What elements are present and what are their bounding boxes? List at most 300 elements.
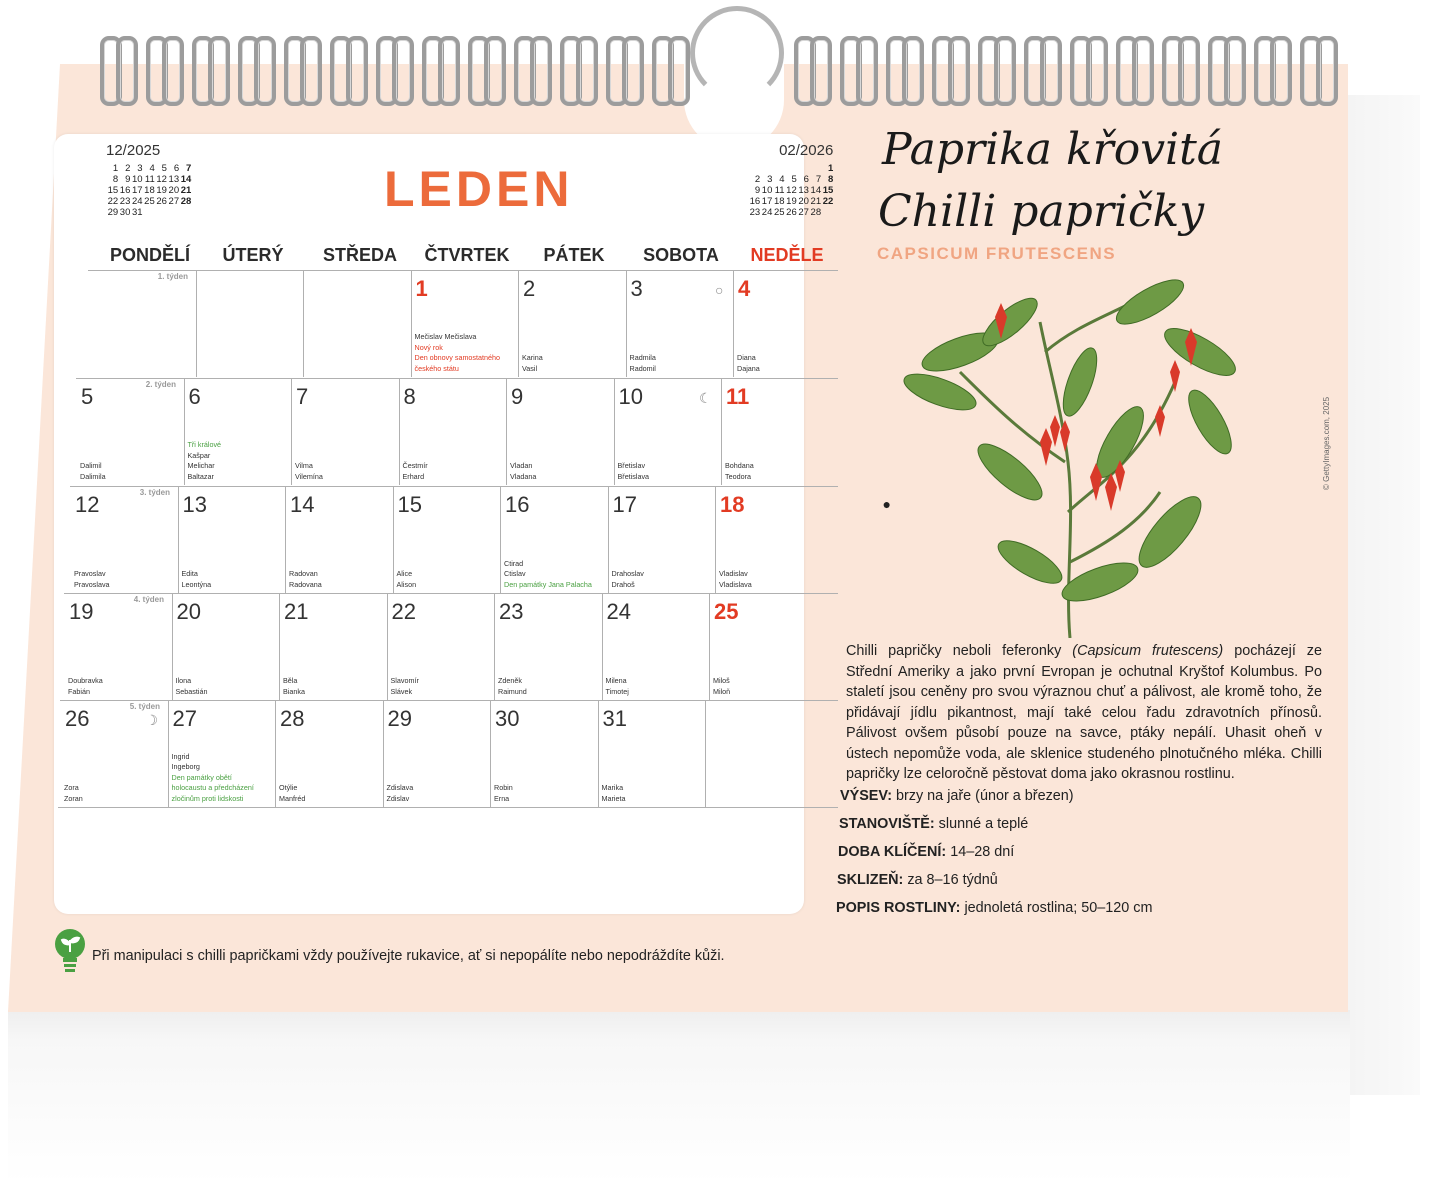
weekday-header: ČTVRTEK — [424, 245, 510, 265]
weekday-header: SOBOTA — [643, 245, 719, 265]
binding-ring — [668, 36, 690, 106]
name-day: Břetislava — [617, 471, 650, 481]
day-cell — [393, 486, 499, 592]
binding-ring — [208, 36, 230, 106]
fact-row — [838, 838, 1152, 866]
name-day: Pravoslava — [74, 579, 110, 589]
chilli-plant-illustration — [900, 262, 1260, 638]
name-day: Bianka — [283, 686, 305, 696]
name-day: holocaustu a předcházení — [171, 783, 254, 792]
binding-ring — [994, 36, 1016, 106]
name-day-list — [391, 676, 419, 697]
mini-day: 3 — [767, 174, 773, 185]
day-number: 10 — [618, 384, 643, 409]
moon-phase-icon: ☽ — [145, 712, 158, 728]
mini-day: 18 — [144, 185, 155, 196]
name-day: Ctirad — [504, 558, 524, 568]
day-cell — [291, 378, 397, 484]
mini-week-row — [748, 207, 833, 218]
mini-week-row — [748, 163, 833, 174]
day-number: 26 — [65, 706, 90, 731]
day-cell — [275, 700, 381, 806]
name-day: Slavomír — [390, 676, 419, 685]
name-day: Ingeborg — [171, 762, 200, 771]
day-cell — [715, 486, 891, 592]
mini-day: 3 — [137, 163, 143, 174]
mini-day — [179, 207, 191, 218]
month-title: LEDEN — [384, 161, 574, 217]
mini-day: 15 — [107, 185, 119, 196]
mini-day: 14 — [810, 185, 822, 196]
mini-day: 22 — [107, 196, 119, 207]
grid-line — [58, 807, 838, 808]
week-label: 1. týden — [157, 272, 188, 281]
fact-row — [837, 866, 1152, 894]
day-cell — [500, 486, 606, 592]
name-day: Drahoslav — [611, 569, 644, 578]
name-day: Ctislav — [504, 569, 526, 578]
plant-facts — [836, 782, 1152, 922]
name-day: zločinům proti lidskosti — [171, 793, 244, 803]
tip-text: Při manipulaci s chilli papričkami vždy používejte rukavice, ať si nepopálíte nebo nepodráždíte kůži. — [92, 948, 725, 964]
mini-day: 26 — [786, 207, 797, 218]
name-day: Vladislav — [719, 569, 748, 578]
binding-ring — [948, 36, 970, 106]
copyright-note: © GettyImages.com, 2025 — [1322, 396, 1331, 490]
day-number: 6 — [188, 384, 201, 409]
name-day: Zdislav — [386, 793, 410, 803]
day-number: 27 — [172, 706, 197, 731]
name-day: Vilma — [295, 461, 313, 470]
name-day-list — [64, 783, 83, 804]
fact-key: VÝSEV: — [840, 788, 892, 804]
name-day: Karina — [522, 353, 543, 362]
mini-day: 10 — [131, 174, 143, 185]
day-number: 29 — [387, 706, 412, 731]
day-number: 5 — [81, 384, 94, 409]
day-number: 1 — [415, 276, 428, 301]
mini-day — [155, 207, 167, 218]
day-number: 19 — [69, 599, 94, 624]
name-day-list — [283, 676, 305, 697]
name-day-list — [630, 353, 656, 374]
name-day: Leontýna — [181, 579, 212, 589]
mini-day: 12 — [786, 185, 797, 196]
day-number: 3 — [630, 276, 643, 301]
name-day: Slávek — [390, 686, 413, 696]
name-day: Sebastián — [175, 686, 208, 696]
day-number: 15 — [397, 492, 422, 517]
mini-day: 25 — [773, 207, 785, 218]
name-day: Erhard — [402, 471, 425, 481]
name-day-list — [737, 353, 760, 374]
name-day: Dajana — [737, 363, 760, 373]
next-month-title: 02/2026 — [779, 142, 834, 159]
binding-ring — [856, 36, 878, 106]
weekday-header: PONDĚLÍ — [109, 245, 190, 265]
day-cell — [506, 378, 612, 484]
mini-day: 2 — [754, 174, 761, 185]
hanging-hook — [690, 6, 784, 100]
fact-value: slunné a teplé — [934, 816, 1029, 832]
mini-day: 10 — [761, 185, 773, 196]
name-day: Dalimil — [80, 461, 102, 470]
mini-day: 16 — [119, 185, 131, 196]
binding-ring — [162, 36, 184, 106]
plant-title-line1: Paprika křovitá — [882, 124, 1224, 175]
name-day: Baltazar — [187, 471, 214, 481]
day-number: 2 — [523, 276, 536, 301]
mini-day: 24 — [131, 196, 143, 207]
day-number: 11 — [726, 384, 750, 409]
mini-week-row — [748, 185, 833, 196]
day-cell — [60, 700, 166, 806]
name-day: Radovana — [289, 579, 322, 589]
day-cell — [411, 270, 517, 376]
name-day: Raimund — [498, 686, 527, 696]
mini-day — [772, 163, 784, 174]
mini-day — [143, 207, 155, 218]
name-day-list — [188, 440, 222, 482]
name-day: Teodora — [725, 471, 751, 481]
name-day: Radmila — [629, 353, 656, 362]
day-number: 24 — [606, 599, 631, 624]
mini-day: 18 — [773, 196, 785, 207]
fact-key: SKLIZEŇ: — [837, 872, 904, 888]
lightbulb-sprout-icon — [54, 928, 86, 976]
day-cell — [383, 700, 489, 806]
day-number: 31 — [602, 706, 627, 731]
mini-day: 27 — [168, 196, 180, 207]
mini-day: 22 — [822, 196, 834, 207]
name-day-list — [397, 569, 417, 590]
name-day: Otýlie — [279, 783, 298, 792]
name-day-list — [403, 461, 428, 482]
mini-day: 17 — [131, 185, 143, 196]
day-cell — [598, 700, 704, 806]
name-day-list — [494, 783, 513, 804]
name-day: Radovan — [289, 569, 318, 578]
mini-week-row — [106, 163, 191, 174]
day-number: 18 — [720, 492, 745, 517]
fact-row — [836, 894, 1152, 922]
name-day: Běla — [283, 676, 298, 685]
name-day-list — [606, 676, 629, 697]
day-number: 4 — [738, 276, 751, 301]
mini-week-row — [106, 196, 191, 207]
mini-day: 9 — [754, 185, 761, 196]
name-day: Zoran — [64, 793, 83, 803]
mini-day: 5 — [161, 163, 167, 174]
name-day: Pravoslav — [74, 569, 106, 578]
day-cell — [76, 378, 182, 484]
weekday-header: PÁTEK — [543, 245, 605, 265]
mini-day: 8 — [112, 174, 119, 185]
mini-day — [821, 207, 833, 218]
day-number: 23 — [499, 599, 524, 624]
binding-ring — [438, 36, 460, 106]
fact-value: za 8–16 týdnů — [903, 872, 998, 888]
week-label: 5. týden — [129, 702, 160, 711]
mini-day: 13 — [798, 185, 809, 196]
binding-ring — [810, 36, 832, 106]
day-cell — [70, 486, 176, 592]
mini-day: 27 — [798, 207, 809, 218]
plant-title-line2: Chilli papričky — [878, 186, 1205, 237]
name-day: Břetislav — [617, 461, 646, 470]
plant-latin-name: CAPSICUM FRUTESCENS — [877, 244, 1117, 263]
day-number: 8 — [403, 384, 416, 409]
name-day: Čestmír — [402, 461, 428, 470]
day-cell — [709, 593, 815, 699]
mini-day: 24 — [761, 207, 773, 218]
name-day: Zdislava — [386, 783, 414, 792]
name-day-list — [295, 461, 323, 482]
mini-day: 9 — [125, 174, 131, 185]
name-day: Manfréd — [279, 793, 306, 803]
name-day-list — [504, 559, 592, 591]
name-day: Timotej — [605, 686, 629, 696]
mini-day: 5 — [791, 174, 797, 185]
fact-value: brzy na jaře (únor a březen) — [892, 788, 1074, 804]
day-number: 9 — [511, 384, 524, 409]
binding-ring — [576, 36, 598, 106]
binding-ring — [300, 36, 322, 106]
day-number: 30 — [495, 706, 520, 731]
name-day: Bohdana — [725, 461, 754, 470]
name-day-list — [182, 569, 212, 590]
day-number: 16 — [505, 492, 530, 517]
mini-day — [809, 163, 821, 174]
mini-day: 6 — [803, 174, 809, 185]
mini-day: 20 — [168, 185, 180, 196]
day-cell — [196, 270, 302, 376]
binding-ring — [622, 36, 644, 106]
mini-day: 1 — [828, 163, 834, 174]
mini-day: 4 — [149, 163, 155, 174]
mini-day: 11 — [774, 185, 785, 196]
mini-day: 2 — [125, 163, 131, 174]
binding-ring — [1086, 36, 1108, 106]
name-day: Milena — [605, 676, 627, 685]
name-day-list — [80, 461, 106, 482]
mini-week-row — [106, 185, 191, 196]
name-day: Ingrid — [171, 751, 190, 761]
name-day-list — [498, 676, 527, 697]
mini-week-row — [106, 174, 191, 185]
fact-key: POPIS ROSTLINY: — [836, 900, 961, 916]
day-cell — [387, 593, 493, 699]
mini-day — [760, 163, 772, 174]
binding-ring — [254, 36, 276, 106]
name-day: Tři králové — [187, 440, 222, 449]
name-day: Vasil — [522, 363, 538, 373]
name-day: Vladislava — [719, 579, 752, 589]
name-day: Erna — [494, 793, 510, 803]
name-day: Marika — [601, 783, 624, 792]
mini-day: 11 — [144, 174, 155, 185]
name-day-list — [602, 783, 626, 804]
day-cell — [168, 700, 274, 806]
name-day: Drahoš — [611, 579, 635, 589]
day-cell — [733, 270, 839, 376]
name-day: Zdeněk — [498, 676, 522, 685]
binding-ring — [392, 36, 414, 106]
mini-day: 25 — [144, 196, 155, 207]
mini-day: 23 — [119, 196, 131, 207]
name-day-list — [68, 676, 103, 697]
week-label: 4. týden — [133, 595, 164, 604]
mini-day: 20 — [798, 196, 809, 207]
name-day-list — [510, 461, 536, 482]
mini-day: 4 — [779, 174, 785, 185]
name-day-list — [415, 332, 501, 374]
name-day: Miloš — [713, 676, 730, 685]
mini-day: 28 — [180, 196, 192, 207]
mini-day: 14 — [180, 174, 192, 185]
mini-day: 26 — [156, 196, 167, 207]
binding-ring — [1316, 36, 1338, 106]
name-day: Vladan — [510, 461, 533, 470]
weekday-header: ÚTERÝ — [222, 245, 284, 265]
mini-day: 23 — [749, 207, 761, 218]
calendar-stand — [1348, 95, 1420, 1095]
name-day: Radomil — [629, 363, 656, 373]
name-day: Zora — [64, 783, 79, 792]
plant-description: Chilli papričky neboli feferonky (Capsicum frutescens) pocházejí ze Střední Ameriky a jako první Evropan je ochutnal Kryštof Kolumbus. Po staletí jsou ceněny pro svou výraznou chuť a pálivost, ale kromě toho, že přidávají jídlu pikantnost, mají také celou řadu zdravotních přínosů. Pálivost ovšem působí pouze na savce, ptáky nepálí. Uhasit oheň v ústech nepomůže voda, ale sklenice studeného plnotučného mléka. Chilli papričky lze celoročně pěstovat doma jako okrasnou rostlinu. — [846, 643, 1322, 782]
name-day: Alice — [396, 569, 413, 578]
day-number: 13 — [182, 492, 207, 517]
mini-day: 31 — [131, 207, 143, 218]
name-day: Ilona — [175, 676, 192, 685]
weekday-header: NEDĚLE — [750, 245, 824, 265]
mini-week-row — [106, 207, 191, 218]
fact-row — [839, 810, 1152, 838]
fact-key: DOBA KLÍČENÍ: — [838, 844, 947, 860]
name-day-list — [522, 353, 543, 374]
name-day: Doubravka — [68, 676, 103, 685]
binding-ring — [1224, 36, 1246, 106]
mini-day — [748, 163, 760, 174]
name-day: Kašpar — [187, 450, 211, 460]
day-number: 25 — [714, 599, 739, 624]
name-day: Edita — [181, 569, 198, 578]
binding-ring — [484, 36, 506, 106]
prev-month-title: 12/2025 — [106, 142, 161, 159]
day-number: 20 — [176, 599, 201, 624]
mini-week-row — [748, 196, 833, 207]
day-number: 28 — [280, 706, 305, 731]
mini-week-row — [748, 174, 833, 185]
name-day-list — [387, 783, 414, 804]
mini-day: 1 — [112, 163, 119, 174]
name-day: Den obnovy samostatného — [414, 353, 501, 362]
moon-phase-icon: ☾ — [698, 390, 712, 406]
day-number: 12 — [75, 492, 100, 517]
binding-ring — [1132, 36, 1154, 106]
name-day-list — [719, 569, 752, 590]
mini-day: 13 — [168, 174, 180, 185]
day-cell — [399, 378, 505, 484]
name-day: Vladana — [510, 471, 537, 481]
mini-day: 7 — [815, 174, 822, 185]
mini-day: 21 — [810, 196, 822, 207]
day-cell — [172, 593, 278, 699]
day-cell — [705, 700, 811, 806]
fact-value: 14–28 dní — [946, 844, 1015, 860]
name-day: Nový rok — [414, 342, 443, 352]
moon-phase-icon: ● — [882, 496, 891, 512]
name-day: Mečislav Mečislava — [414, 332, 477, 341]
mini-day: 29 — [107, 207, 119, 218]
name-day: Melichar — [187, 461, 215, 470]
name-day: Diana — [737, 353, 756, 362]
day-cell — [303, 270, 409, 376]
name-day: Alison — [396, 579, 417, 589]
day-cell — [614, 378, 720, 484]
binding-ring — [530, 36, 552, 106]
prev-month-mini — [106, 142, 191, 218]
mini-day: 19 — [156, 185, 167, 196]
day-number: 17 — [612, 492, 637, 517]
name-day-list — [279, 783, 305, 804]
fact-row — [840, 782, 1152, 810]
mini-day: 30 — [119, 207, 131, 218]
name-day: Den památky Jana Palacha — [504, 579, 592, 589]
name-day-list — [713, 676, 730, 697]
day-cell — [721, 378, 827, 484]
day-cell — [64, 593, 170, 699]
day-cell — [602, 593, 708, 699]
name-day: Miloň — [713, 686, 731, 696]
name-day: Dalimila — [80, 471, 106, 481]
name-day-list — [612, 569, 644, 590]
mini-day: 21 — [180, 185, 192, 196]
moon-phase-icon: ○ — [715, 282, 724, 298]
day-number: 14 — [290, 492, 315, 517]
mini-day: 19 — [786, 196, 797, 207]
day-cell — [88, 270, 194, 376]
mini-day: 8 — [828, 174, 834, 185]
mini-day: 28 — [810, 207, 822, 218]
day-cell — [279, 593, 385, 699]
day-cell — [494, 593, 600, 699]
mini-day: 7 — [186, 163, 192, 174]
name-day: Den památky obětí — [171, 772, 232, 782]
name-day-list — [289, 569, 322, 590]
name-day: českého státu — [414, 363, 459, 373]
name-day: Marieta — [601, 793, 626, 803]
day-cell — [518, 270, 624, 376]
day-cell — [285, 486, 391, 592]
day-cell — [608, 486, 714, 592]
name-day-list — [176, 676, 208, 697]
binding-ring — [346, 36, 368, 106]
name-day-list — [172, 752, 254, 805]
fact-value: jednoletá rostlina; 50–120 cm — [960, 900, 1153, 916]
calendar-base — [8, 1010, 1350, 1184]
name-day-list — [725, 461, 754, 482]
binding-ring — [116, 36, 138, 106]
mini-day: 6 — [173, 163, 180, 174]
name-day: Fabián — [68, 686, 90, 696]
week-label: 3. týden — [139, 488, 170, 497]
mini-day — [167, 207, 179, 218]
mini-day: 17 — [761, 196, 773, 207]
name-day-list — [74, 569, 110, 590]
mini-day: 15 — [822, 185, 834, 196]
week-label: 2. týden — [145, 380, 176, 389]
